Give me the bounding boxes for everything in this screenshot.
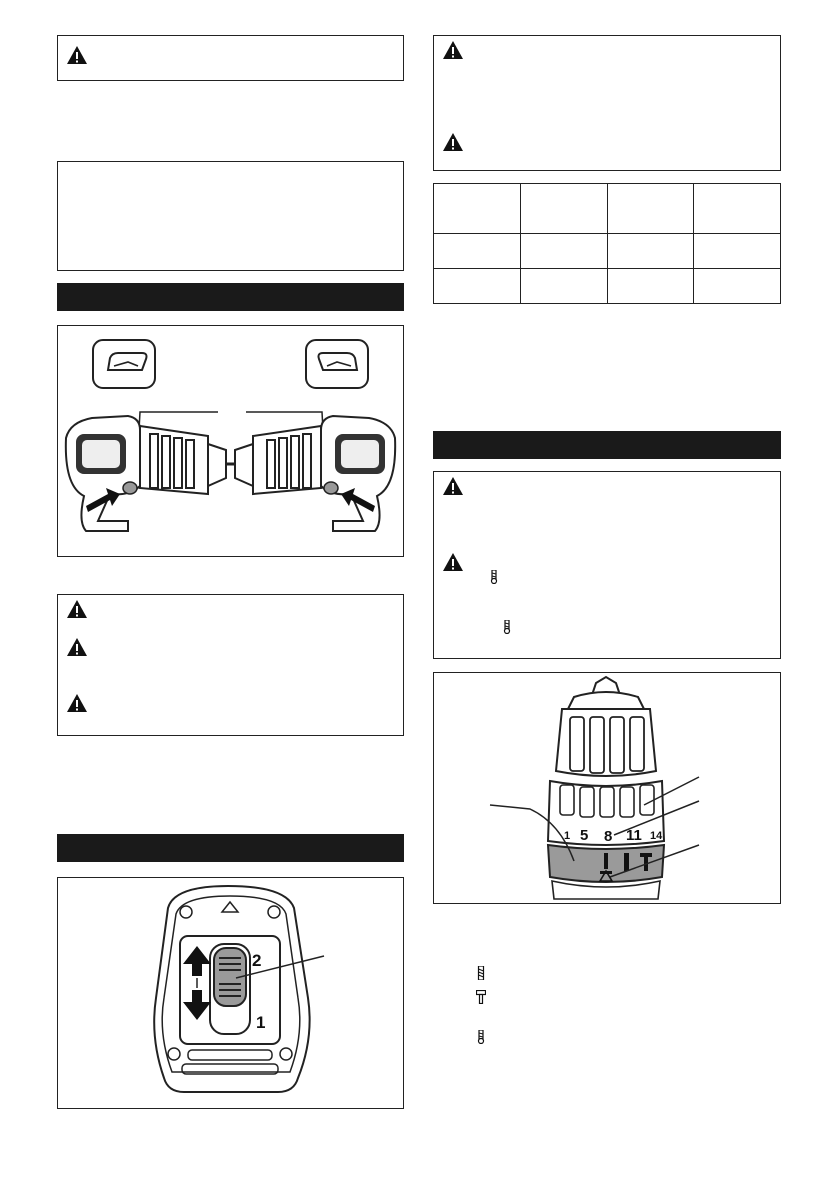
screw-icon xyxy=(502,620,512,634)
table-row xyxy=(434,269,781,304)
caution-box-action-mode xyxy=(433,471,781,659)
mode-dial-illustration xyxy=(434,673,780,903)
speed-selector-illustration xyxy=(58,878,403,1108)
warning-triangle-icon xyxy=(442,552,464,572)
warning-triangle-icon xyxy=(66,637,88,657)
speed-position-2-label: 2 xyxy=(252,951,262,970)
section-header-reversing-switch xyxy=(57,283,404,311)
caution-box-right-top xyxy=(433,35,781,171)
table-row xyxy=(434,184,781,234)
table-row xyxy=(434,234,781,269)
figure-action-mode-dial xyxy=(433,672,781,904)
dial-value-5: 5 xyxy=(580,827,589,844)
warning-triangle-icon xyxy=(442,132,464,152)
dial-value-11: 11 xyxy=(626,827,642,844)
section-header-action-mode xyxy=(433,431,781,459)
section-header-speed-change xyxy=(57,834,404,862)
warning-triangle-icon xyxy=(442,476,464,496)
dial-value-8: 8 xyxy=(604,828,613,845)
drill-bit-icon xyxy=(476,966,486,980)
screw-icon xyxy=(489,570,499,584)
specification-table xyxy=(433,183,781,304)
figure-speed-selector xyxy=(57,877,404,1109)
hammer-icon xyxy=(476,990,486,1004)
reversing-switch-illustration xyxy=(58,326,403,556)
warning-triangle-icon xyxy=(66,45,88,65)
warning-triangle-icon xyxy=(442,40,464,60)
caution-box-top xyxy=(57,35,404,81)
screw-icon xyxy=(476,1030,486,1044)
caution-box-middle xyxy=(57,594,404,736)
warning-triangle-icon xyxy=(66,693,88,713)
speed-position-1-label: 1 xyxy=(256,1013,266,1032)
dial-value-1: 1 xyxy=(564,830,571,842)
figure-reversing-switch xyxy=(57,325,404,557)
dial-value-14: 14 xyxy=(650,830,663,842)
warning-triangle-icon xyxy=(66,599,88,619)
notice-box xyxy=(57,161,404,271)
